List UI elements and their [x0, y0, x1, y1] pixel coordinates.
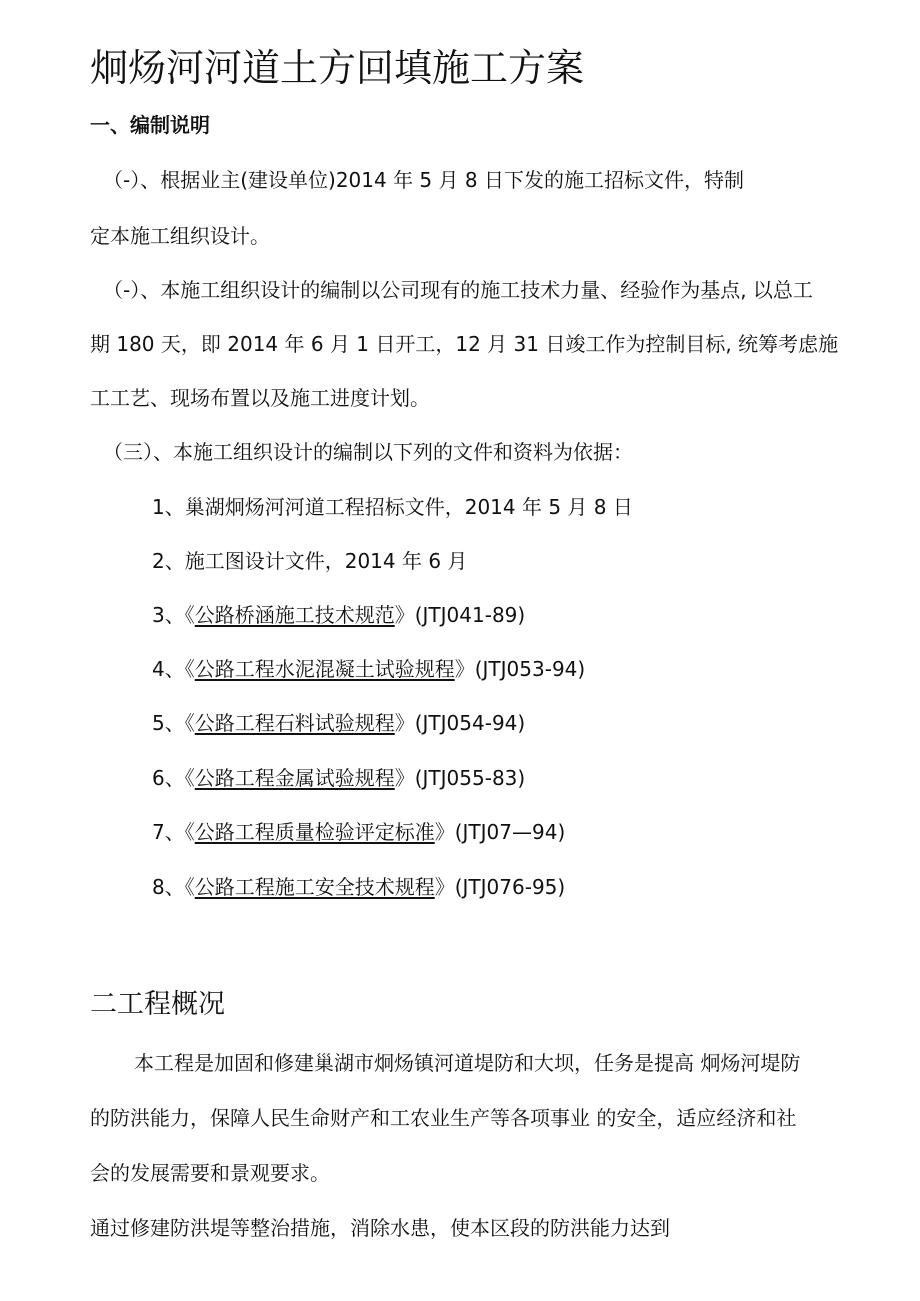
book-title-open: 《 — [184, 603, 195, 627]
overview-para1-line2: 的防洪能力，保障人民生命财产和工农业生产等各项事业 的安全，适应经济和社 — [90, 1106, 797, 1130]
reference-item-2 — [152, 547, 467, 575]
para3-line1: （三）、本施工组织设计的编制以下列的文件和资料为依据： — [103, 440, 633, 464]
book-title-close: 》 — [394, 711, 415, 735]
reference-item-3 — [152, 601, 525, 629]
reference-code: (JTJ076-95) — [454, 875, 566, 899]
reference-item-7 — [152, 818, 565, 846]
reference-item-5 — [152, 709, 525, 737]
reference-name: 公路工程水泥混凝土试验规程 — [194, 657, 455, 681]
book-title-close: 》 — [434, 875, 455, 899]
para2-line1: （-）、本施工组织设计的编制以公司现有的施工技术力量、经验作为基点, 以总工 — [103, 278, 813, 302]
book-title-open: 《 — [184, 711, 195, 735]
reference-number: 5、 — [152, 711, 185, 735]
reference-code: (JTJ07—94) — [454, 820, 566, 844]
reference-name: 公路工程质量检验评定标准 — [194, 820, 435, 844]
reference-number: 7、 — [152, 820, 185, 844]
book-title-close: 》 — [454, 657, 475, 681]
reference-number: 6、 — [152, 766, 185, 790]
reference-item-1 — [152, 493, 633, 521]
reference-number: 3、 — [152, 603, 185, 627]
reference-item-8 — [152, 873, 565, 901]
reference-code: (JTJ054-94) — [414, 711, 526, 735]
book-title-close: 》 — [394, 766, 415, 790]
overview-para1-line3: 会的发展需要和景观要求。 — [90, 1161, 330, 1185]
book-title-open: 《 — [184, 657, 195, 681]
reference-name: 公路工程施工安全技术规程 — [194, 875, 435, 899]
reference-name: 公路桥涵施工技术规范 — [194, 603, 395, 627]
document-title: 炯炀河河道土方回填施工方案 — [90, 46, 585, 90]
para1-line1: （-）、根据业主(建设单位)2014 年 5 月 8 日下发的施工招标文件，特制 — [103, 168, 744, 192]
para1-line2: 定本施工组织设计。 — [90, 224, 270, 248]
reference-text: 2、施工图设计文件，2014 年 6 月 — [152, 549, 468, 573]
book-title-open: 《 — [184, 820, 195, 844]
reference-number: 4、 — [152, 657, 185, 681]
overview-para2-line1: 通过修建防洪堤等整治措施，消除水患，使本区段的防洪能力达到 — [90, 1216, 670, 1240]
reference-code: (JTJ055-83) — [414, 766, 526, 790]
reference-item-6 — [152, 764, 525, 792]
section-heading-compilation-notes: 一、编制说明 — [90, 113, 210, 137]
reference-text: 1、巢湖炯炀河河道工程招标文件，2014 年 5 月 8 日 — [152, 495, 633, 519]
reference-code: (JTJ041-89) — [414, 603, 526, 627]
reference-item-4 — [152, 655, 585, 683]
reference-number: 8、 — [152, 875, 185, 899]
section-heading-project-overview: 二工程概况 — [90, 989, 225, 1020]
para2-line2: 期 180 天，即 2014 年 6 月 1 日开工，12 月 31 日竣工作为控制目标, 统筹考虑施 — [90, 332, 839, 356]
para2-line3: 工工艺、现场布置以及施工进度计划。 — [90, 386, 430, 410]
reference-name: 公路工程金属试验规程 — [194, 766, 395, 790]
reference-name: 公路工程石料试验规程 — [194, 711, 395, 735]
overview-para1-line1: 本工程是加固和修建巢湖市炯炀镇河道堤防和大坝，任务是提高 炯炀河堤防 — [134, 1051, 801, 1075]
book-title-open: 《 — [184, 766, 195, 790]
book-title-open: 《 — [184, 875, 195, 899]
book-title-close: 》 — [394, 603, 415, 627]
reference-code: (JTJ053-94) — [474, 657, 586, 681]
book-title-close: 》 — [434, 820, 455, 844]
